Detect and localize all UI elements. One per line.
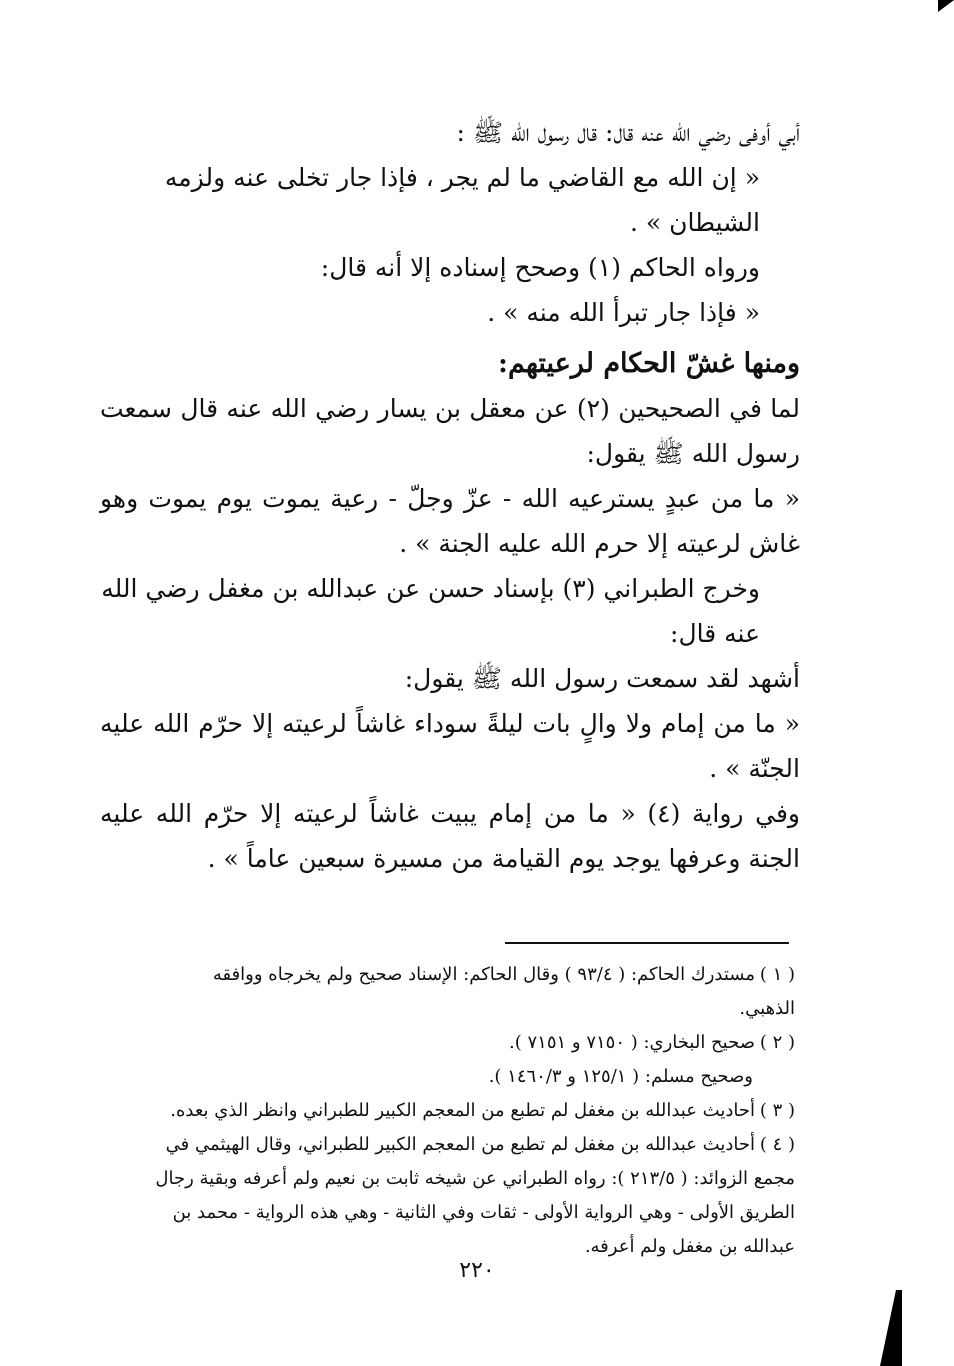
main-text: [100, 110, 800, 881]
footnote-text: أحاديث عبدالله بن مغفل لم تطبع من المعجم الكبير للطبراني وانظر الذي بعده.: [170, 1100, 755, 1121]
footnote-text: أحاديث عبدالله بن مغفل لم تطبع من المعجم الكبير للطبراني، وقال الهيثمي في مجمع الزوائد: ( ٢١٣/٥ ): رواه الطبراني عن شيخه ثابت بن نعيم ولم أعرفه وبقية رجال الطريق الأولى - وهي الرواية الأولى - ثقات وفي الثانية - وهي هذه الرواية - محمد بن عبدالله بن مغفل ولم أعرفه.: [155, 1134, 795, 1257]
hadith-quote: « ما من عبدٍ يسترعيه الله - عزّ وجلّ - رعية يموت يوم يموت وهو غاش لرعيته إلا حرم الله عليه الجنة » .: [100, 484, 800, 558]
footnote-number: ( ١ ): [759, 964, 795, 985]
text-line: وفي رواية (٤) « ما من إمام يبيت غاشاً لرعيته إلا حرّم الله عليه الجنة وعرفها يوجد يوم القيامة من مسيرة سبعين عاماً » .: [100, 799, 800, 873]
footnote-1: [155, 958, 795, 1026]
footnote-number: ( ٤ ): [759, 1134, 795, 1155]
hadith-quote: « ما من إمام ولا والٍ بات ليلةً سوداء غاشاً لرعيته إلا حرّم الله عليه الجنّة » .: [100, 709, 800, 783]
footnote-text: مستدرك الحاكم: ( ٩٣/٤ ) وقال الحاكم: الإسناد صحيح ولم يخرجاه ووافقه الذهبي.: [212, 964, 795, 1019]
text-line: أبي أوفى رضي الله عنه قال: قال رسول الله ﷺ :: [456, 118, 800, 147]
footnote-number: ( ٣ ): [759, 1100, 795, 1121]
footnote-text: صحيح البخاري: ( ٧١٥٠ و ٧١٥١ ).: [509, 1032, 755, 1053]
footnotes: [155, 958, 795, 1264]
text-line: لما في الصحيحين (٢) عن معقل بن يسار رضي الله عنه قال سمعت رسول الله ﷺ يقول:: [100, 394, 800, 468]
text-line: وخرج الطبراني (٣) بإسناد حسن عن عبدالله بن مغفل رضي الله عنه قال:: [101, 574, 760, 648]
footnote-3: [155, 1094, 795, 1128]
footnote-number: ( ٢ ): [759, 1032, 795, 1053]
footnote-4: [155, 1128, 795, 1264]
hadith-quote: « إن الله مع القاضي ما لم يجر ، فإذا جار تخلى عنه ولزمه الشيطان » .: [164, 163, 760, 237]
text-line: أشهد لقد سمعت رسول الله ﷺ يقول:: [404, 664, 800, 693]
footnote-2-continued: وصحيح مسلم: ( ١٢٥/١ و ١٤٦٠/٣ ).: [488, 1066, 753, 1087]
text-line: ورواه الحاكم (١) وصحح إسناده إلا أنه قال:: [320, 253, 760, 282]
page-number: ٢٢٠: [459, 1258, 495, 1283]
hadith-quote: « فإذا جار تبرأ الله منه » .: [487, 298, 760, 327]
scan-corner-mark: [938, 0, 954, 12]
scan-edge-mark: [880, 1290, 902, 1366]
footnote-2: [155, 1026, 795, 1060]
section-heading: ومنها غشّ الحكام لرعيتهم:: [498, 348, 800, 379]
footnote-divider: [505, 942, 789, 944]
